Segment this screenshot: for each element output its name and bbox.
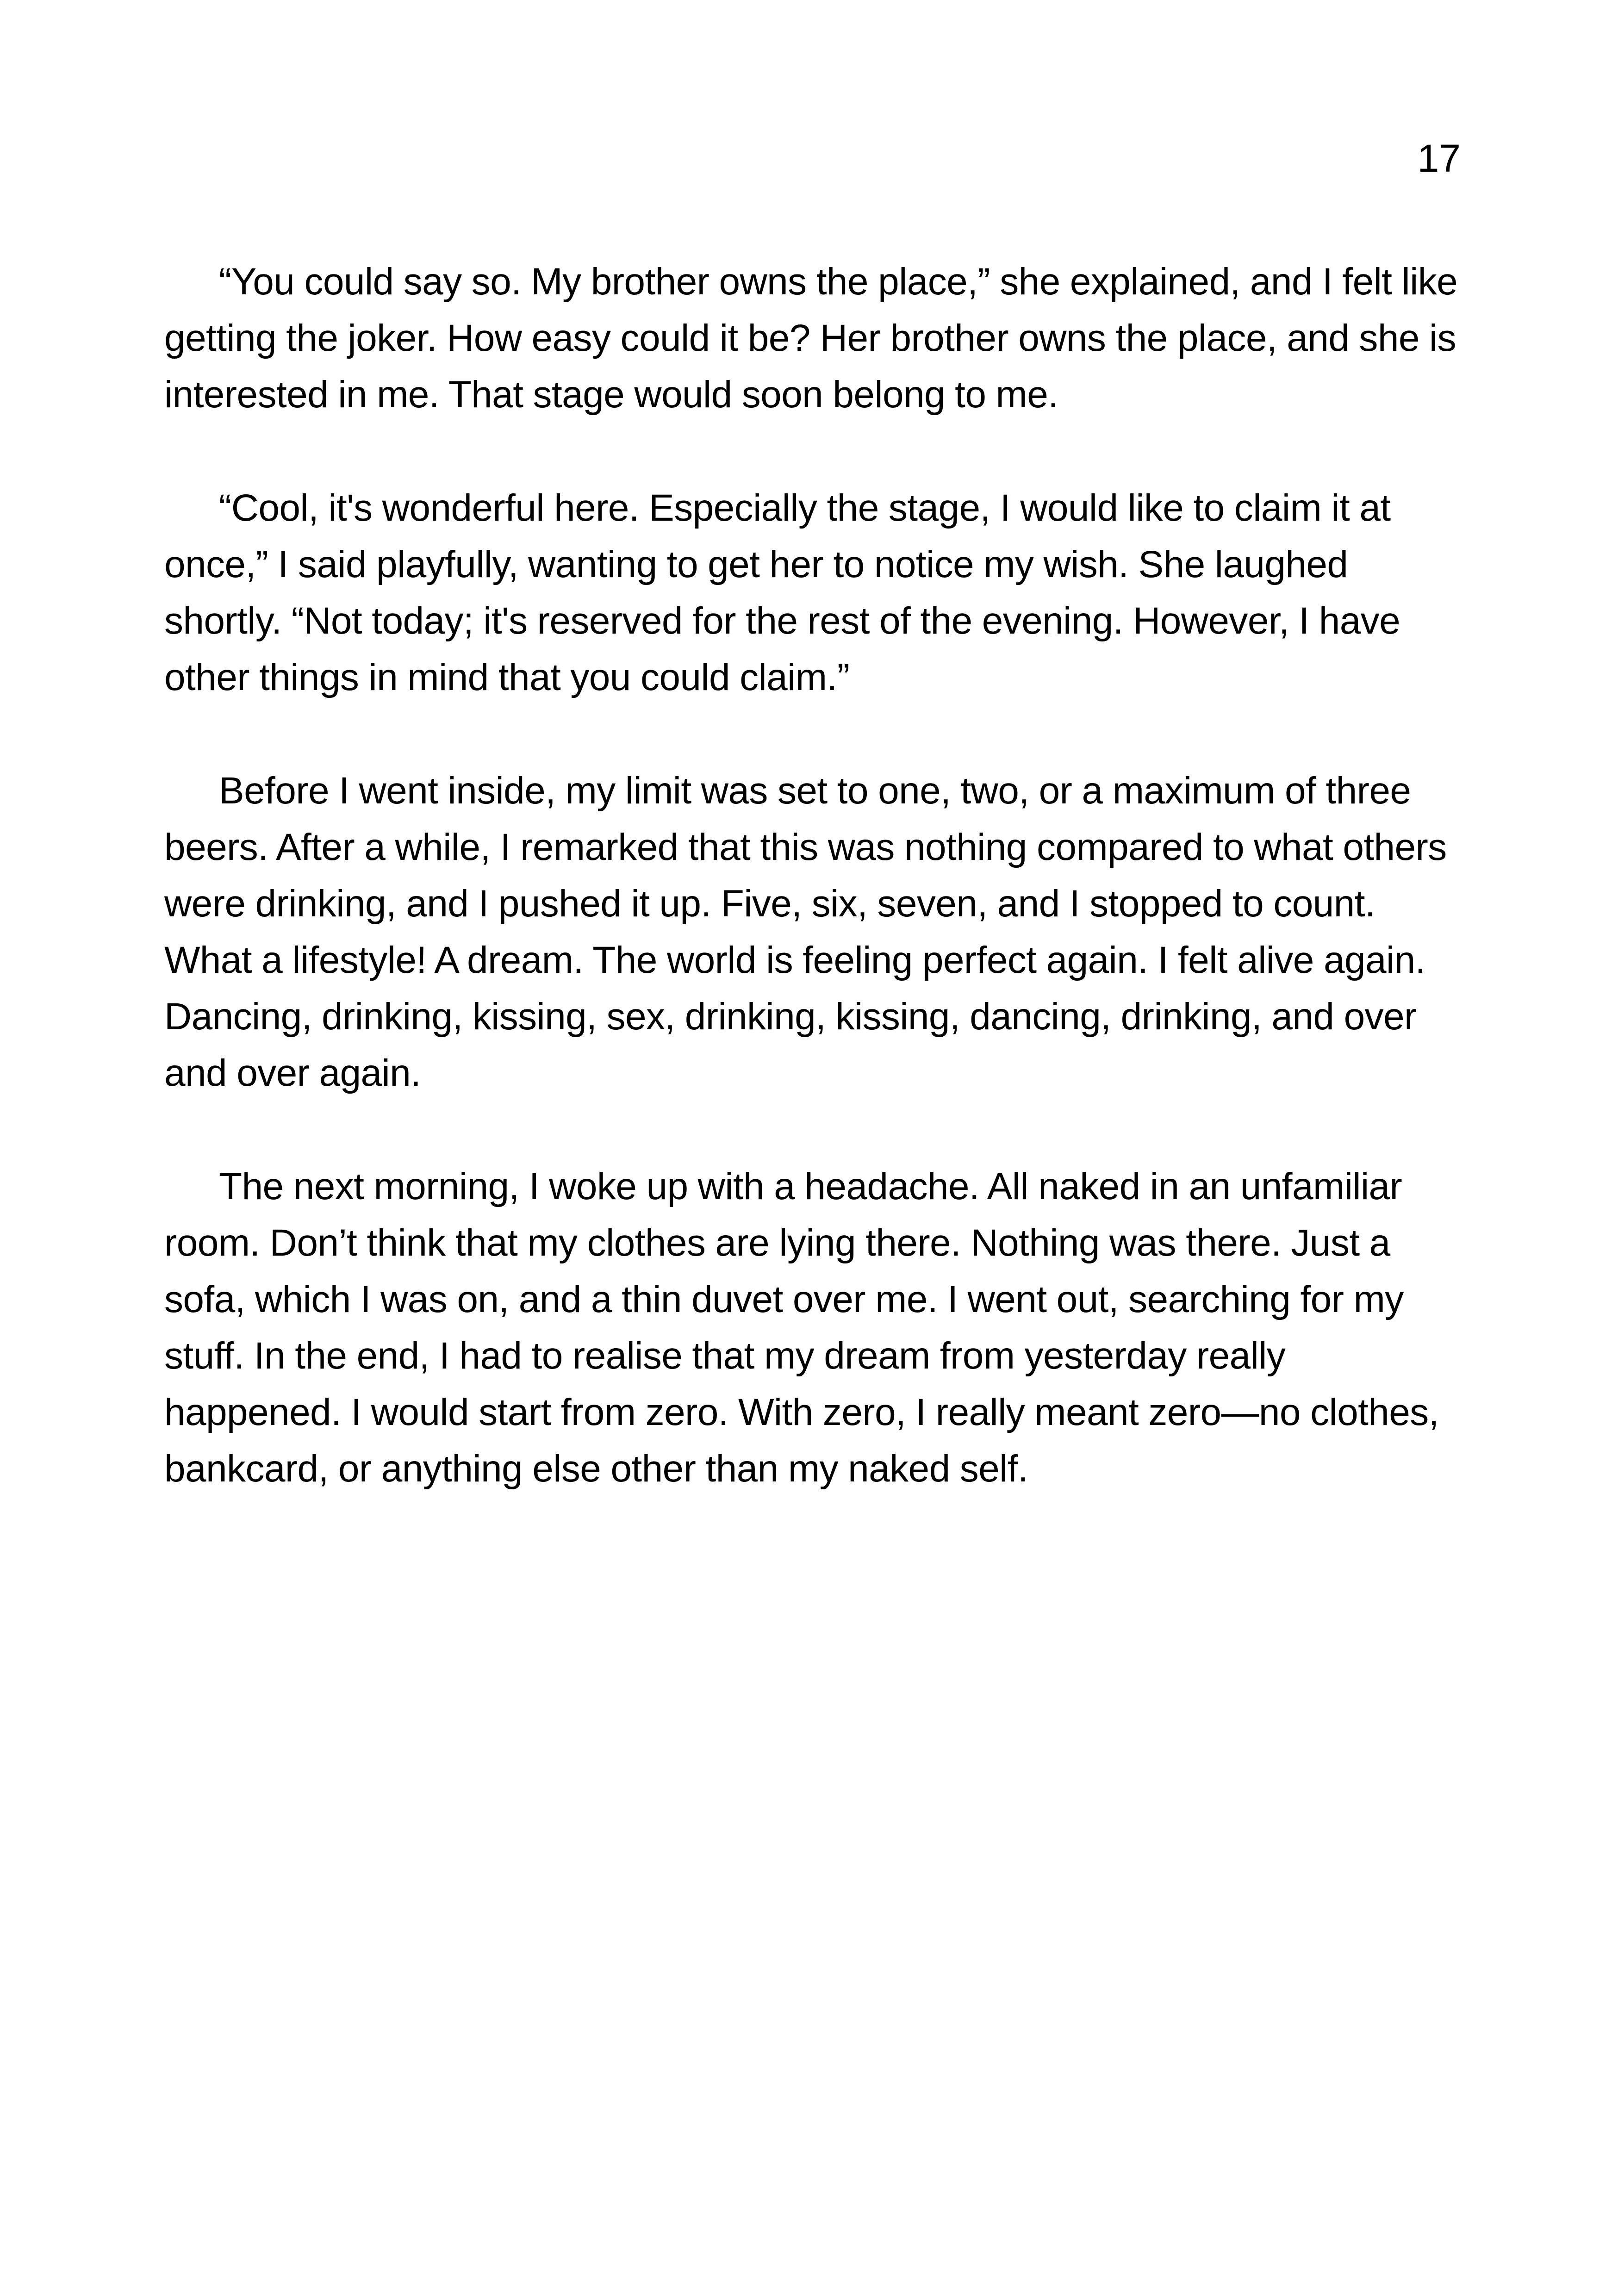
- paragraph-1: “You could say so. My brother owns the place,” she explained, and I felt like getting the joker. How easy could it be? Her brother owns the place, and she is interested in me. That stage would soon belong to me.: [164, 261, 1458, 416]
- paragraph-2: “Cool, it's wonderful here. Especially the stage, I would like to claim it at once,” I said playfully, wanting to get her to notice my wish. She laughed shortly. “Not today; it's reserved for the rest of the evening. However, I have other things in mind that you could claim.”: [164, 487, 1400, 698]
- page-number: 17: [1417, 137, 1461, 180]
- paragraph-3: Before I went inside, my limit was set to one, two, or a maximum of three beers. After a while, I remarked that this was nothing compared to what others were drinking, and I pushed it up. Five, six, seven, and I stopped to count. What a lifestyle! A dream. The world is feeling perfect again. I felt alive again. Dancing, drinking, kissing, sex, drinking, kissing, dancing, drinking, and over and over again.: [164, 770, 1447, 1094]
- paragraph-4: The next morning, I woke up with a headache. All naked in an unfamiliar room. Don’t think that my clothes are lying there. Nothing was there. Just a sofa, which I was on, and a thin duvet over me. I went out, searching for my stuff. In the end, I had to realise that my dream from yesterday really happened. I would start from zero. With zero, I really meant zero—no clothes, bankcard, or anything else other than my naked self.: [164, 1165, 1439, 1490]
- text-body: [164, 254, 1460, 1554]
